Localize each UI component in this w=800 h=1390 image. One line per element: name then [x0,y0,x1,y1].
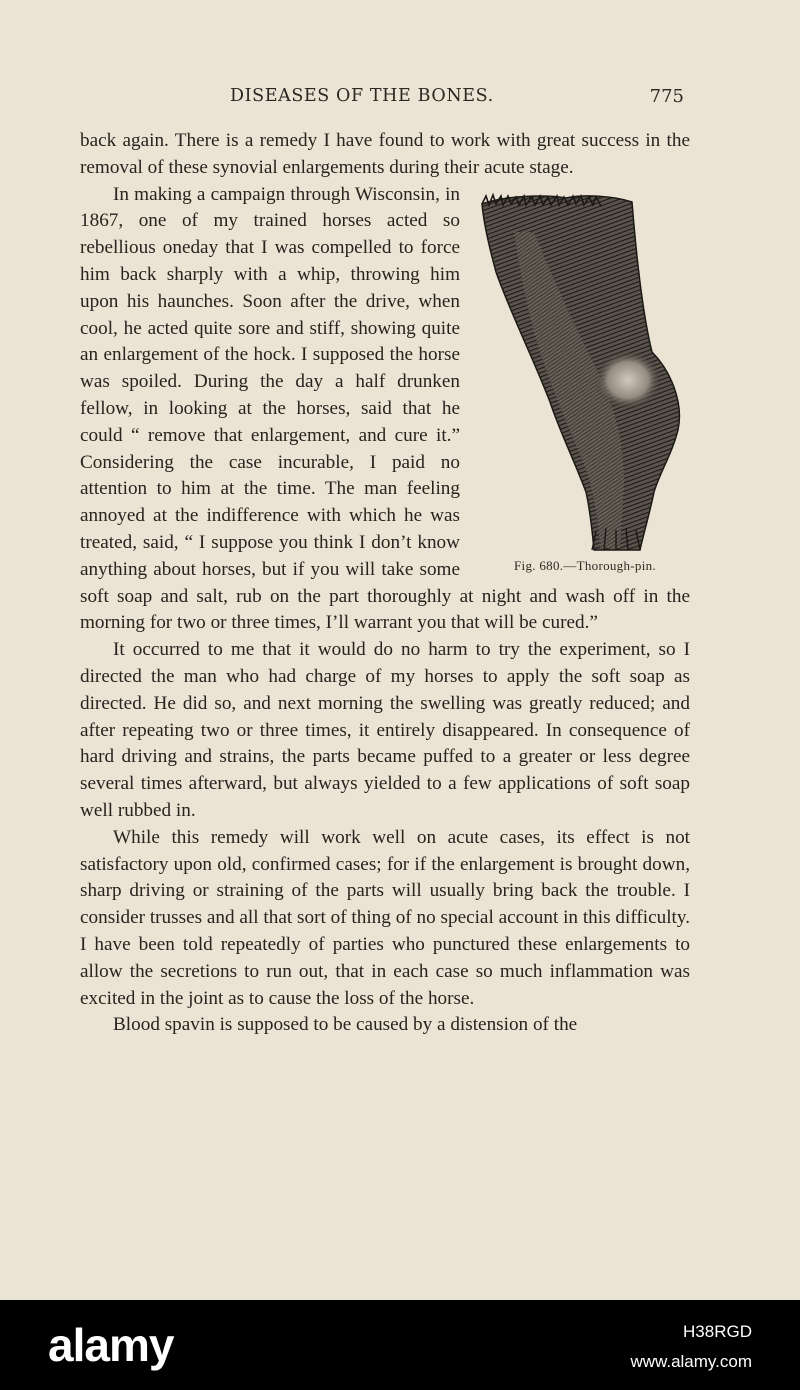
image-id: H38RGD [683,1322,752,1341]
running-title: DISEASES OF THE BONES. [230,86,494,106]
paragraph-5: Blood spavin is supposed to be caused by a distension of the [113,1014,578,1036]
paragraph-2: In making a campaign through Wisconsin, in 1867, one of my trained horses acted so rebellious oneday that I was compelled to force him back sharply with a whip, throwing him upon his haunches. Soon after the drive, when cool, he acted quite sore and stiff, showing quite an enlargement of the hock. I supposed the horse was spoiled. During the day a half drunken fellow, in looking at the horses, said that he could “ remove that enlargement, and cure it.” Considering the case incurable, I paid no attention to him at the time. The man feeling annoyed at the indifference with which he was treated, said, “ I suppose you think I don’t know anything about horses, but if you will take some soft soap and salt, rub on the part thoroughly at night and wash off in the morning for two or three times, I’ll warrant you that will be cured.” [80,183,690,634]
paragraph-3: It occurred to me that it would do no harm to try the experiment, so I directed the man who had charge of my horses to apply the soft soap as directed. He did so, and next morning the swelling was greatly reduced; and after repeating two or three times, it entirely disappeared. In consequence of hard driving and strains, the parts became puffed to a greater or less degree several times afterward, but always yielded to a few applications of soft soap well rubbed in. [80,639,690,821]
paragraph-1: back again. There is a remedy I have found to work with great success in the removal of these synovial enlargements during their acute stage. [80,130,690,178]
horse-hock-illustration [474,192,696,554]
body-text [80,128,690,1039]
page-header [80,86,692,112]
page-number: 775 [649,86,684,107]
alamy-logo: alamy [48,1319,174,1371]
paragraph-4: While this remedy will work well on acute cases, its effect is not satisfactory upon old, confirmed cases; for if the enlargement is brought down, sharp driving or straining of the parts will usually bring back the trouble. I consider trusses and all that sort of thing of no special account in this difficulty. I have been told repeatedly of parties who punctured these enlargements to allow the secretions to run out, that in each case so much inflammation was excited in the joint as to cause the loss of the horse. [80,826,690,1009]
figure-thorough-pin [474,192,696,574]
figure-caption: Fig. 680.—Thorough-pin. [514,557,656,573]
site-url: www.alamy.com [630,1352,752,1371]
watermark-footer [0,1300,800,1390]
